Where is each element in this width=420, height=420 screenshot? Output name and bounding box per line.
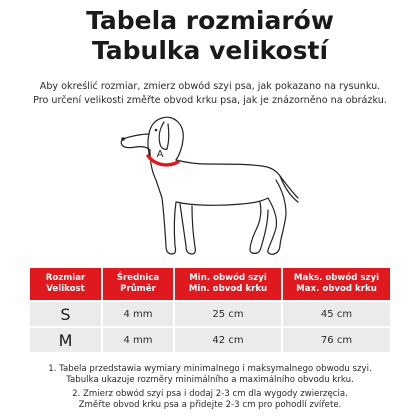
size-cell: M xyxy=(30,327,102,352)
diameter-cell: 4 mm xyxy=(102,327,174,352)
intro-polish: Aby określić rozmiar, zmierz obwód szyi psa, jak pokazano na rysunku. xyxy=(39,81,381,92)
neck-marker-label: A xyxy=(156,149,164,160)
header-min-neck: Min. obwód szyi Min. obvod krku xyxy=(174,268,282,301)
dog-back-outline xyxy=(176,160,298,198)
note-2-czech: Změřte obvod krku psa a přidejte 2-3 cm pro pohodlí zvířete. xyxy=(78,400,342,410)
dog-ear-outline xyxy=(159,122,168,149)
dog-nose xyxy=(121,137,125,141)
diameter-cell: 4 mm xyxy=(102,301,174,327)
dog-front-leg-back-outline xyxy=(180,204,195,254)
size-table-header-row xyxy=(30,268,390,301)
dog-hind-leg-back-outline xyxy=(250,202,268,253)
dog-front-leg-outline xyxy=(162,198,176,254)
max-neck-cell: 76 cm xyxy=(282,327,390,352)
min-neck-cell: 42 cm xyxy=(174,327,282,352)
note-2-polish: 2. Zmierz obwód szyi psa i dodaj 2-3 cm dla wygody zwierzęcia. xyxy=(72,389,348,399)
dog-muzzle-outline xyxy=(121,134,150,150)
dog-belly-outline xyxy=(176,198,268,205)
table-row xyxy=(30,301,390,327)
header-max-neck: Maks. obwód szyi Max. obvod krku xyxy=(282,268,390,301)
dog-eye xyxy=(155,129,158,132)
min-neck-cell: 25 cm xyxy=(174,301,282,327)
max-neck-cell: 45 cm xyxy=(282,301,390,327)
header-diameter: Średnica Průměr xyxy=(102,268,174,301)
dog-hind-leg-outline xyxy=(268,180,286,254)
table-row xyxy=(30,327,390,352)
note-1-czech: Tabulka ukazuje rozměry minimálního a maximálního obvodu krku. xyxy=(66,375,354,385)
dog-head-outline xyxy=(148,117,183,160)
size-cell: S xyxy=(30,301,102,327)
intro-czech: Pro určení velikosti změřte obvod krku psa, jak je znázorněno na obrázku. xyxy=(33,95,387,106)
dog-illustration xyxy=(110,106,310,266)
size-table xyxy=(30,268,390,352)
note-1-polish: 1. Tabela przedstawia wymiary minimalnego i maksymalnego obwodu szyi. xyxy=(48,364,372,374)
title-czech: Tabulka velikostí xyxy=(91,36,329,65)
title-polish: Tabela rozmiarów xyxy=(86,6,334,35)
header-size: Rozmiar Velikost xyxy=(30,268,102,301)
